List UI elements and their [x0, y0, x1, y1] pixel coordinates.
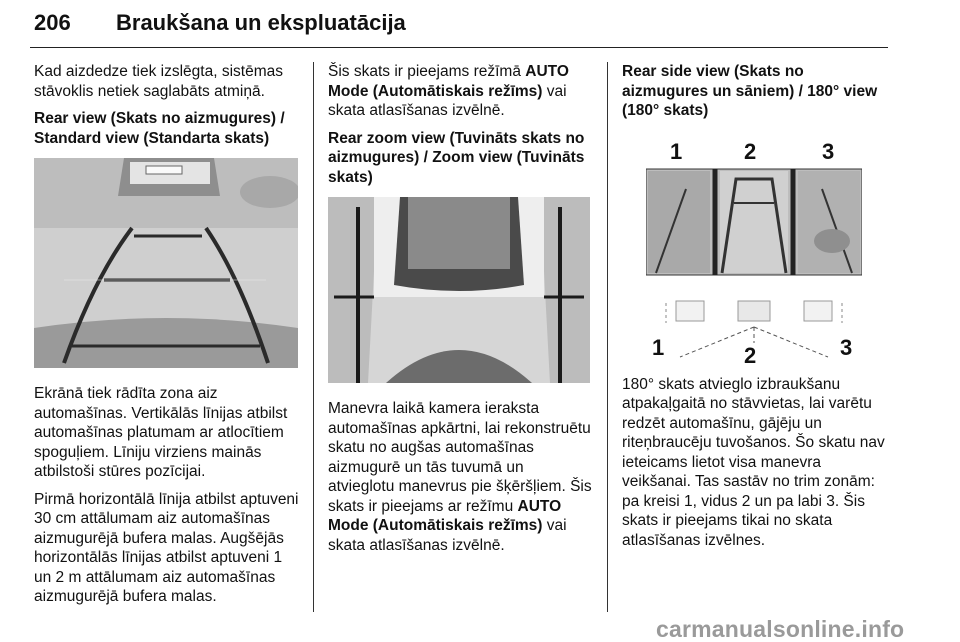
para-rear-view-1: Ekrānā tiek rādīta zona aiz automašīnas. Vertikālās līnijas atbilst automašīnas platumam ar atlocītiem spoguļiem. Līniju virziens mainās atbilstoši stūres pozīcijai. [34, 385, 288, 480]
rear-view-illustration [34, 158, 298, 368]
column-divider [313, 62, 314, 612]
zoom-view-illustration [328, 197, 590, 383]
column-divider [607, 62, 608, 612]
para-rear-view-2: Pirmā horizontālā līnija atbilst aptuveni 30 cm attālumam aiz automašīnas aizmugurējā bufera malas. Augšējās horizontālās līnijas atbilst aptuveni 1 un 2 m attālumam aiz automašīnas aizmugurējā bufera malas. [34, 490, 299, 605]
page-header [30, 8, 888, 48]
auto-mode-term: AUTO Mode (Automātiskais režīms) [328, 497, 562, 534]
rear-view-camera-image [34, 158, 298, 368]
label-zone-3-bottom: 3 [840, 334, 853, 360]
zoom-view-camera-image [328, 197, 590, 383]
label-zone-2-top: 2 [744, 138, 757, 164]
page-number: 206 [34, 10, 71, 35]
para-zoom-view: Manevra laikā kamera ieraksta automašīnas apkārtni, lai rekonstruētu skatu no augšas automašīnas aizmugurē un tās tuvumā un atvieglotu manevrus pie šķēršļiem. Šis skats ir pieejams ar režīmu AUTO Mode (Automātiskais režīms) vai skata atlasīšanas izvēlnē. [328, 400, 592, 554]
section-heading-rear-view: Rear view (Skats no aizmugures) / Standard view (Standarta skats) [34, 110, 285, 147]
column-3 [622, 62, 892, 558]
label-zone-1-bottom: 1 [652, 334, 665, 360]
label-zone-3-top: 3 [822, 138, 835, 164]
auto-mode-term: AUTO Mode (Automātiskais režīms) [328, 63, 569, 100]
label-zone-2-bottom: 2 [744, 342, 757, 363]
label-zone-1-top: 1 [670, 138, 683, 164]
column-1 [34, 62, 300, 615]
column-2 [328, 62, 594, 563]
page-title: Braukšana un ekspluatācija [116, 10, 406, 35]
para-side-view: 180° skats atvieglo izbraukšanu atpakaļgaitā no stāvvietas, lai varētu redzēt automašīnu, gājēju un riteņbraucēju tuvošanos. Šo skatu nav ieteicams lietot visa manevra veikšanai. Tas sastāv no trim zonām: pa kreisi 1, vidus 2 un pa labi 3. Šis skats ir pieejams tikai no skata atlasīšanas izvēlnes. [622, 375, 885, 549]
watermark: carmanualsonline.info [656, 616, 905, 642]
section-heading-zoom-view: Rear zoom view (Tuvināts skats no aizmugures) / Zoom view (Tuvināts skats) [328, 129, 585, 186]
availability-text: Šis skats ir pieejams režīmā AUTO Mode (Automātiskais režīms) vai skata atlasīšanas izvēlnē. [328, 63, 569, 119]
side-view-diagram [646, 131, 862, 363]
section-heading-side-view: Rear side view (Skats no aizmugures un sāniem) / 180° view (180° skats) [622, 63, 878, 119]
intro-text: Kad aizdedze tiek izslēgta, sistēmas stāvoklis netiek saglabāts atmiņā. [34, 63, 283, 100]
side-view-illustration [646, 131, 862, 363]
